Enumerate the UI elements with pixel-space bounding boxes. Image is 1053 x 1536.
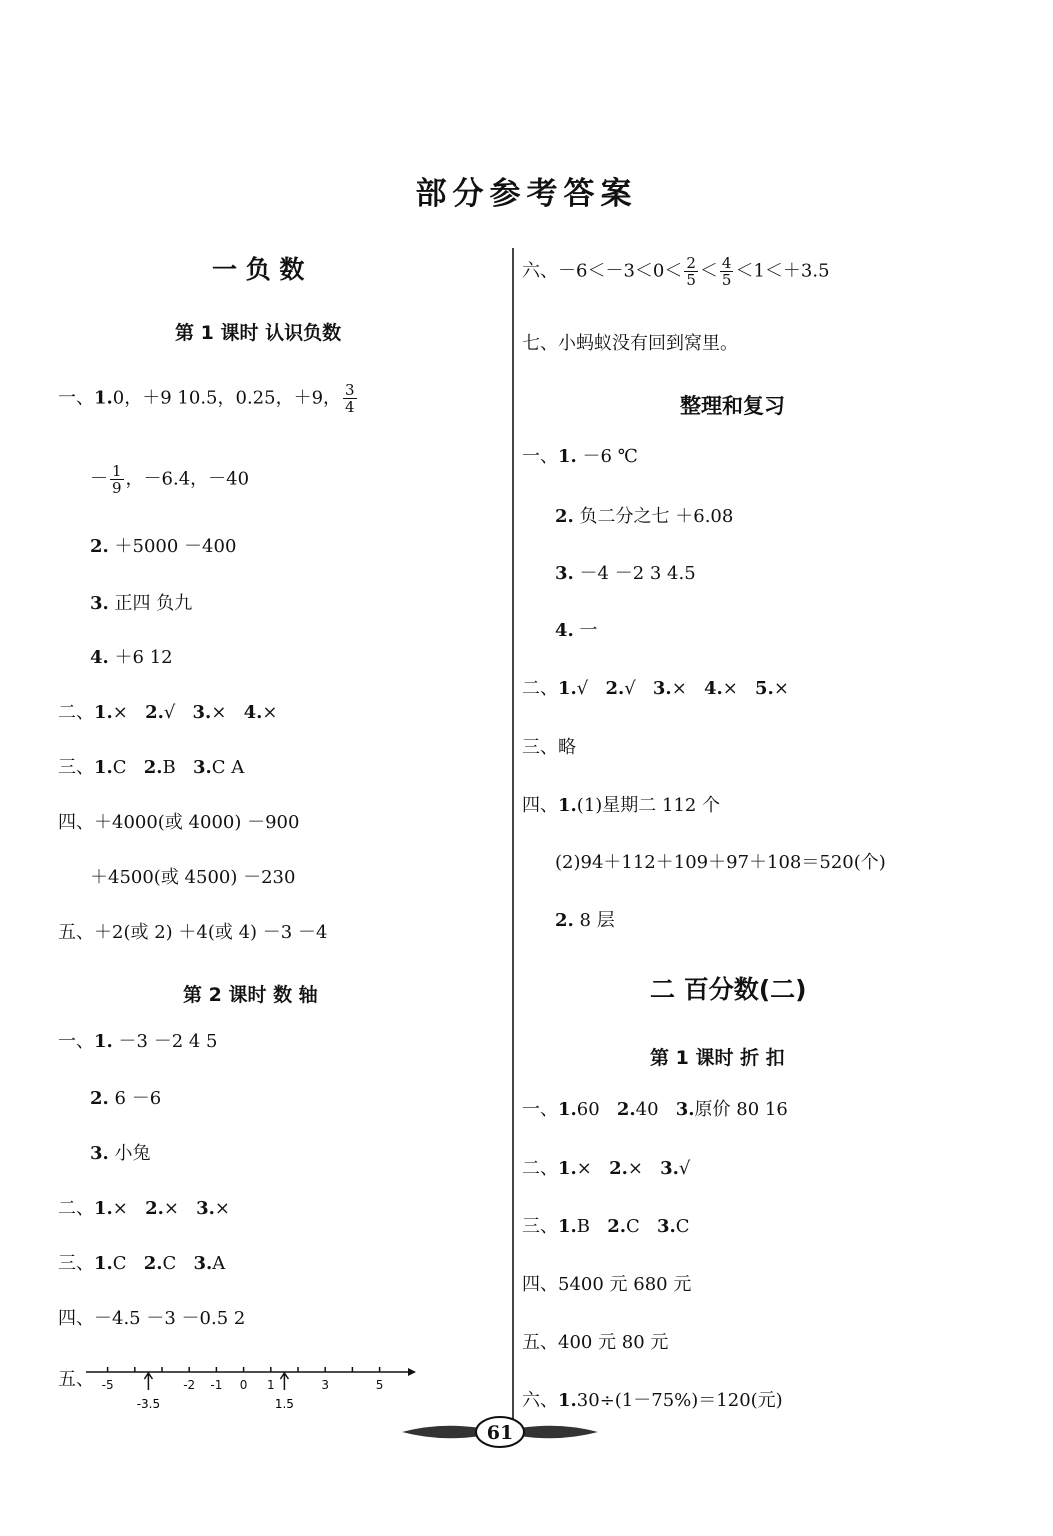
number-line-marker-arrow (280, 1373, 288, 1390)
lesson-heading-discount: 第 1 课时 折 扣 (650, 1047, 785, 1069)
review-heading: 整理和复习 (680, 394, 785, 418)
number-line-tick-label: 1 (266, 1378, 275, 1392)
answer-line: 四、＋4000(或 4000) －900 (58, 812, 300, 833)
answer-line: (2)94＋112＋109＋97＋108＝520(个) (555, 852, 886, 873)
answer-line: 2. 6 －6 (90, 1088, 162, 1109)
fraction: $\frac{4}{5}$ (721, 254, 732, 289)
answer-line: 4. ＋6 12 (90, 647, 173, 668)
number-line-tick-label: 3 (321, 1378, 330, 1392)
answer-line: 2. 8 层 (555, 910, 615, 931)
number-line-tick-label: -2 (183, 1378, 196, 1392)
number-line-tick-label: 0 (239, 1378, 248, 1392)
fraction: $\frac{3}{4}$ (345, 381, 355, 416)
answer-line: 一、1.60 2.40 3.原价 80 16 (522, 1099, 788, 1120)
answer-line: 二、1.× 2.× 3.√ (522, 1158, 691, 1179)
number-line-tick-label: 5 (375, 1378, 384, 1392)
answer-line: 一、1.0，＋9 10.5，0.25，＋9， $\frac{3}{4}$ (58, 381, 355, 416)
number-line-arrowhead (408, 1368, 416, 1376)
page-number-ornament (400, 1412, 600, 1452)
answer-line: 一、1. －6 ℃ (522, 446, 638, 467)
answer-line: 五、 (58, 1369, 94, 1390)
answer-line: 五、400 元 80 元 (522, 1332, 669, 1353)
answer-line: － $\frac{1}{9}$ ，－6.4，－40 (90, 462, 250, 497)
answer-line: 2. 负二分之七 ＋6.08 (555, 506, 734, 527)
answer-line: 三、1.C 2.C 3.A (58, 1253, 226, 1274)
answer-line: 六、1.30÷(1－75%)＝120(元) (522, 1390, 783, 1411)
answer-line: 一、1. －3 －2 4 5 (58, 1031, 218, 1052)
answer-line: 二、1.× 2.√ 3.× 4.× (58, 702, 278, 723)
number-line-marker-label: -3.5 (136, 1397, 161, 1411)
answer-line: 3. －4 －2 3 4.5 (555, 563, 696, 584)
answer-line: 三、1.C 2.B 3.C A (58, 757, 245, 778)
chapter-heading-percent: 二 百分数(二) (650, 975, 807, 1004)
column-divider (512, 248, 514, 1428)
answer-line: 六、－6＜－3＜0＜ $\frac{2}{5}$ ＜ $\frac{4}{5}$ ＜1＜＋3.5 (522, 254, 830, 289)
number-line-marker-arrow (144, 1373, 152, 1390)
number-line-marker-label: 1.5 (274, 1397, 294, 1411)
answer-line: 二、1.√ 2.√ 3.× 4.× 5.× (522, 678, 789, 699)
number-line-tick-label: -5 (101, 1378, 114, 1392)
answer-line: 三、1.B 2.C 3.C (522, 1216, 690, 1237)
answer-line: 三、略 (522, 737, 576, 758)
lesson-heading-1: 第 1 课时 认识负数 (175, 322, 342, 344)
number-line-tick-label: -1 (210, 1378, 223, 1392)
ornament-left-wing (402, 1426, 480, 1439)
chapter-heading-negative-numbers: 一 负 数 (212, 255, 305, 284)
answer-line: 四、5400 元 680 元 (522, 1274, 692, 1295)
answer-line: 4. 一 (555, 620, 598, 641)
lesson-heading-2: 第 2 课时 数 轴 (183, 984, 318, 1006)
fraction: $\frac{1}{9}$ (112, 462, 122, 497)
ornament-right-wing (520, 1426, 598, 1439)
page-number: 61 (486, 1422, 514, 1444)
answer-line: 3. 小兔 (90, 1143, 151, 1164)
answer-line: 3. 正四 负九 (90, 593, 193, 614)
number-line-diagram (86, 1362, 416, 1418)
page-title: 部分参考答案 (415, 176, 638, 212)
answer-line: 七、小蚂蚁没有回到窝里。 (522, 333, 738, 354)
answer-line: 二、1.× 2.× 3.× (58, 1198, 231, 1219)
answer-line: 五、＋2(或 2) ＋4(或 4) －3 －4 (58, 922, 328, 943)
answer-line: 2. ＋5000 －400 (90, 536, 237, 557)
fraction: $\frac{2}{5}$ (686, 254, 696, 289)
answer-line: 四、－4.5 －3 －0.5 2 (58, 1308, 246, 1329)
answer-line: ＋4500(或 4500) －230 (90, 867, 296, 888)
answer-line: 四、1.(1)星期二 112 个 (522, 795, 721, 816)
